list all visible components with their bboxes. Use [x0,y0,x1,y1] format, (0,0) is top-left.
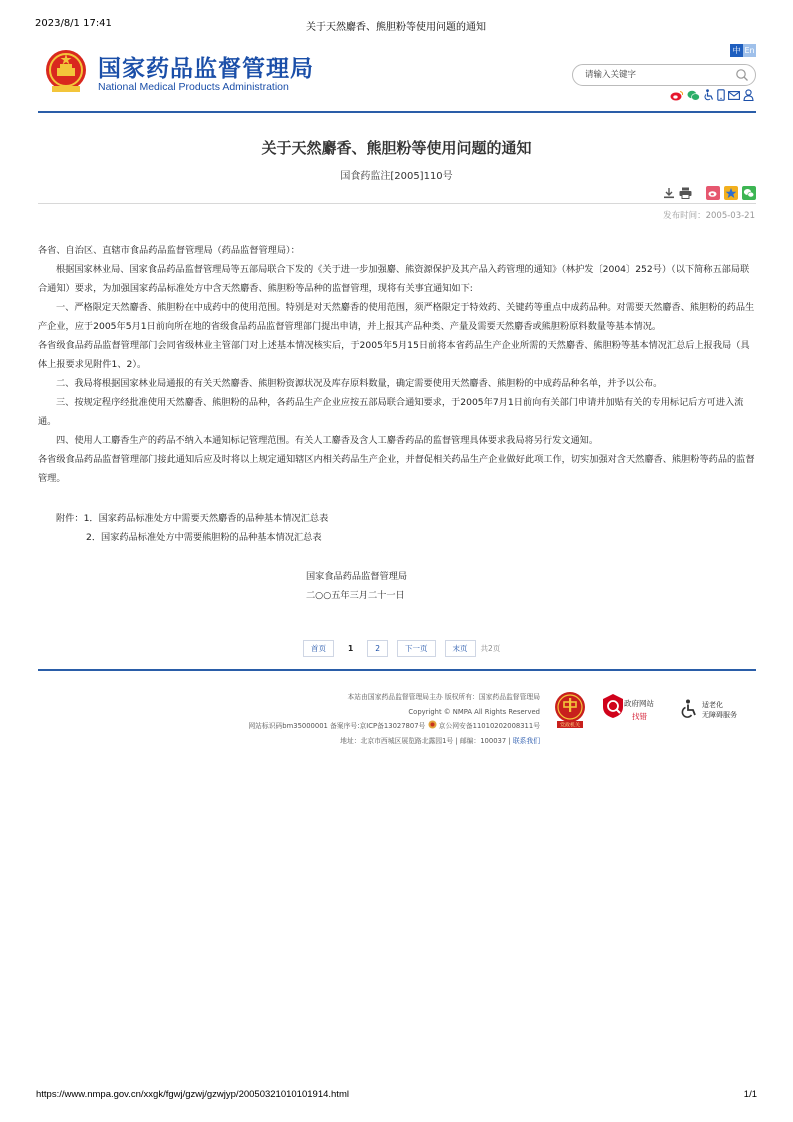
next-page-button[interactable]: 下一页 [397,640,436,657]
print-page-title: 关于天然麝香、熊胆粉等使用问题的通知 [306,22,486,33]
elderly-accessibility-badge[interactable] [680,697,750,725]
paragraph: 四、使用人工麝香生产的药品不纳入本通知标记管理范围。有关人工麝香及含人工麝香药品的监督管理具体要求我局将另行发文通知。 [56,435,599,446]
last-page-button[interactable]: 末页 [445,640,476,657]
attachments [56,509,328,547]
signature [306,567,407,605]
search-icon[interactable] [735,68,749,82]
signature-org: 国家食品药品监督管理局 [306,571,408,582]
document-number: 国食药监注[2005]110号 [340,171,453,182]
wheelchair-icon [680,699,698,719]
paragraph: 三、按规定程序经批准使用天然麝香、熊胆粉的品种，各药品生产企业应按五部局联合通知要求，于2005年7月1日前向有关部门申请并加贴有关的专用标记后方可进入流通。 [38,397,744,427]
icp-record[interactable]: 网站标识码bm35000001 备案序号:京ICP备13027807号 [248,722,426,730]
party-government-icon [554,691,586,729]
gov-badge-subtitle: 找错 [632,712,647,721]
elder-badge-subtitle: 无障碍服务 [702,711,737,719]
paragraph: 各省级食品药品监督管理部门会同省级林业主管部门对上述基本情况核实后，于2005年5月15日前将本省药品生产企业所需的天然麝香、熊胆粉等基本情况汇总后上报我局（具体上报要求见附件1、2）。 [38,340,750,370]
print-footer [36,1089,757,1100]
site-logo-en[interactable]: National Medical Products Administration [98,81,289,93]
footer-registration [0,719,540,734]
salutation: 各省、自治区、直辖市食品药品监督管理局（药品监督管理局）： [38,245,300,256]
print-icon[interactable] [679,187,692,199]
page-total: 共2页 [480,644,501,653]
share-wechat-icon[interactable] [742,186,756,200]
wechat-icon[interactable] [687,90,700,101]
gov-badge-title: 政府网站 [624,699,654,708]
pagination [303,640,500,657]
footer-address-line [0,734,540,749]
publish-time: 发布时间：2005-03-21 [663,211,755,221]
party-government-badge[interactable] [554,691,586,729]
mobile-icon[interactable] [717,89,725,101]
footer-divider [38,669,756,671]
header-icon-bar [670,89,754,101]
lang-en-button[interactable]: En [744,46,755,55]
footer-address: 地址：北京市西城区展览路北露园1号 | 邮编：100037 | [340,736,511,745]
gov-website-error-badge[interactable] [602,693,664,725]
national-emblem-icon[interactable] [44,48,88,94]
current-page: 1 [348,644,354,653]
share-weibo-icon[interactable] [706,186,720,200]
article-body [38,241,757,488]
footer-copyright: Copyright © NMPA All Rights Reserved [408,707,540,716]
footer-sponsor: 本站由国家药品监督管理局主办 版权所有：国家药品监督管理局 [347,693,540,701]
site-logo-cn[interactable]: 国家药品监督管理局 [98,56,314,82]
article-title: 关于天然麝香、熊胆粉等使用问题的通知 [261,139,532,157]
download-icon[interactable] [663,187,675,199]
language-switch [730,44,756,57]
article-tools [663,186,756,200]
print-header [35,18,757,32]
paragraph: 各省级食品药品监督管理部门接此通知后应及时将以上规定通知辖区内相关药品生产企业，并督促相关药品生产企业做好此项工作，切实加强对含天然麝香、熊胆粉等药品的监督管理。 [38,454,755,484]
attachment-link-2[interactable]: 2．国家药品标准处方中需要熊胆粉的品种基本情况汇总表 [86,532,322,543]
mail-icon[interactable] [728,91,740,100]
print-datetime: 2023/8/1 17:41 [35,18,112,29]
paragraph: 二、我局将根据国家林业局通报的有关天然麝香、熊胆粉资源状况及库存原料数量，确定需要使用天然麝香、熊胆粉的中成药品种名单，并予以公布。 [56,378,663,389]
attachment-link-1[interactable]: 1．国家药品标准处方中需要天然麝香的品种基本情况汇总表 [83,513,329,524]
lang-cn-button[interactable]: 中 [730,44,743,57]
attachments-label: 附件： [56,513,84,524]
search-box [572,64,756,86]
page-url: https://www.nmpa.gov.cn/xxgk/fgwj/gzwj/gzwjyp/20050321010101914.html [36,1089,349,1100]
site-footer [0,690,540,748]
police-record[interactable]: 京公网安备11010202008311号 [438,722,540,730]
accessibility-icon[interactable] [703,89,714,101]
search-input[interactable] [585,68,725,82]
elder-badge-title: 适老化 [702,701,723,709]
contact-us-link[interactable]: 联系我们 [512,736,540,745]
signature-date: 二○○五年三月二十一日 [306,590,405,601]
page-2-button[interactable]: 2 [367,640,388,657]
paragraph: 根据国家林业局、国家食品药品监督管理局等五部局联合下发的《关于进一步加强麝、熊资源保护及其产品入药管理的通知》（林护发〔2004〕252号）（以下简称五部局联合通知）要求，为加强国家药品标准处方中含天然麝香、熊胆粉等品种的监督管理，现将有关事宜通知如下: [38,264,750,294]
share-qzone-icon[interactable] [724,186,738,200]
user-icon[interactable] [743,89,754,101]
site-header [38,44,756,110]
gov-error-icon [602,693,624,719]
weibo-icon[interactable] [670,90,684,101]
first-page-button[interactable]: 首页 [303,640,334,657]
police-badge-icon [428,720,437,729]
paragraph: 一、严格限定天然麝香、熊胆粉在中成药中的使用范围。特别是对天然麝香的使用范围，须严格限定于特效药、关键药等重点中成药品种。对需要天然麝香、熊胆粉的药品生产企业，应于2005年5月1日前向所在地的省级食品药品监督管理部门提出申请，并上报其产品种类、产量及需要天然麝香或熊胆粉原料数量等基本情况。 [38,302,755,332]
header-divider [38,111,756,113]
tools-divider [38,203,756,204]
party-badge-text: 党政机关 [559,722,581,729]
print-page-number: 1/1 [743,1089,757,1100]
